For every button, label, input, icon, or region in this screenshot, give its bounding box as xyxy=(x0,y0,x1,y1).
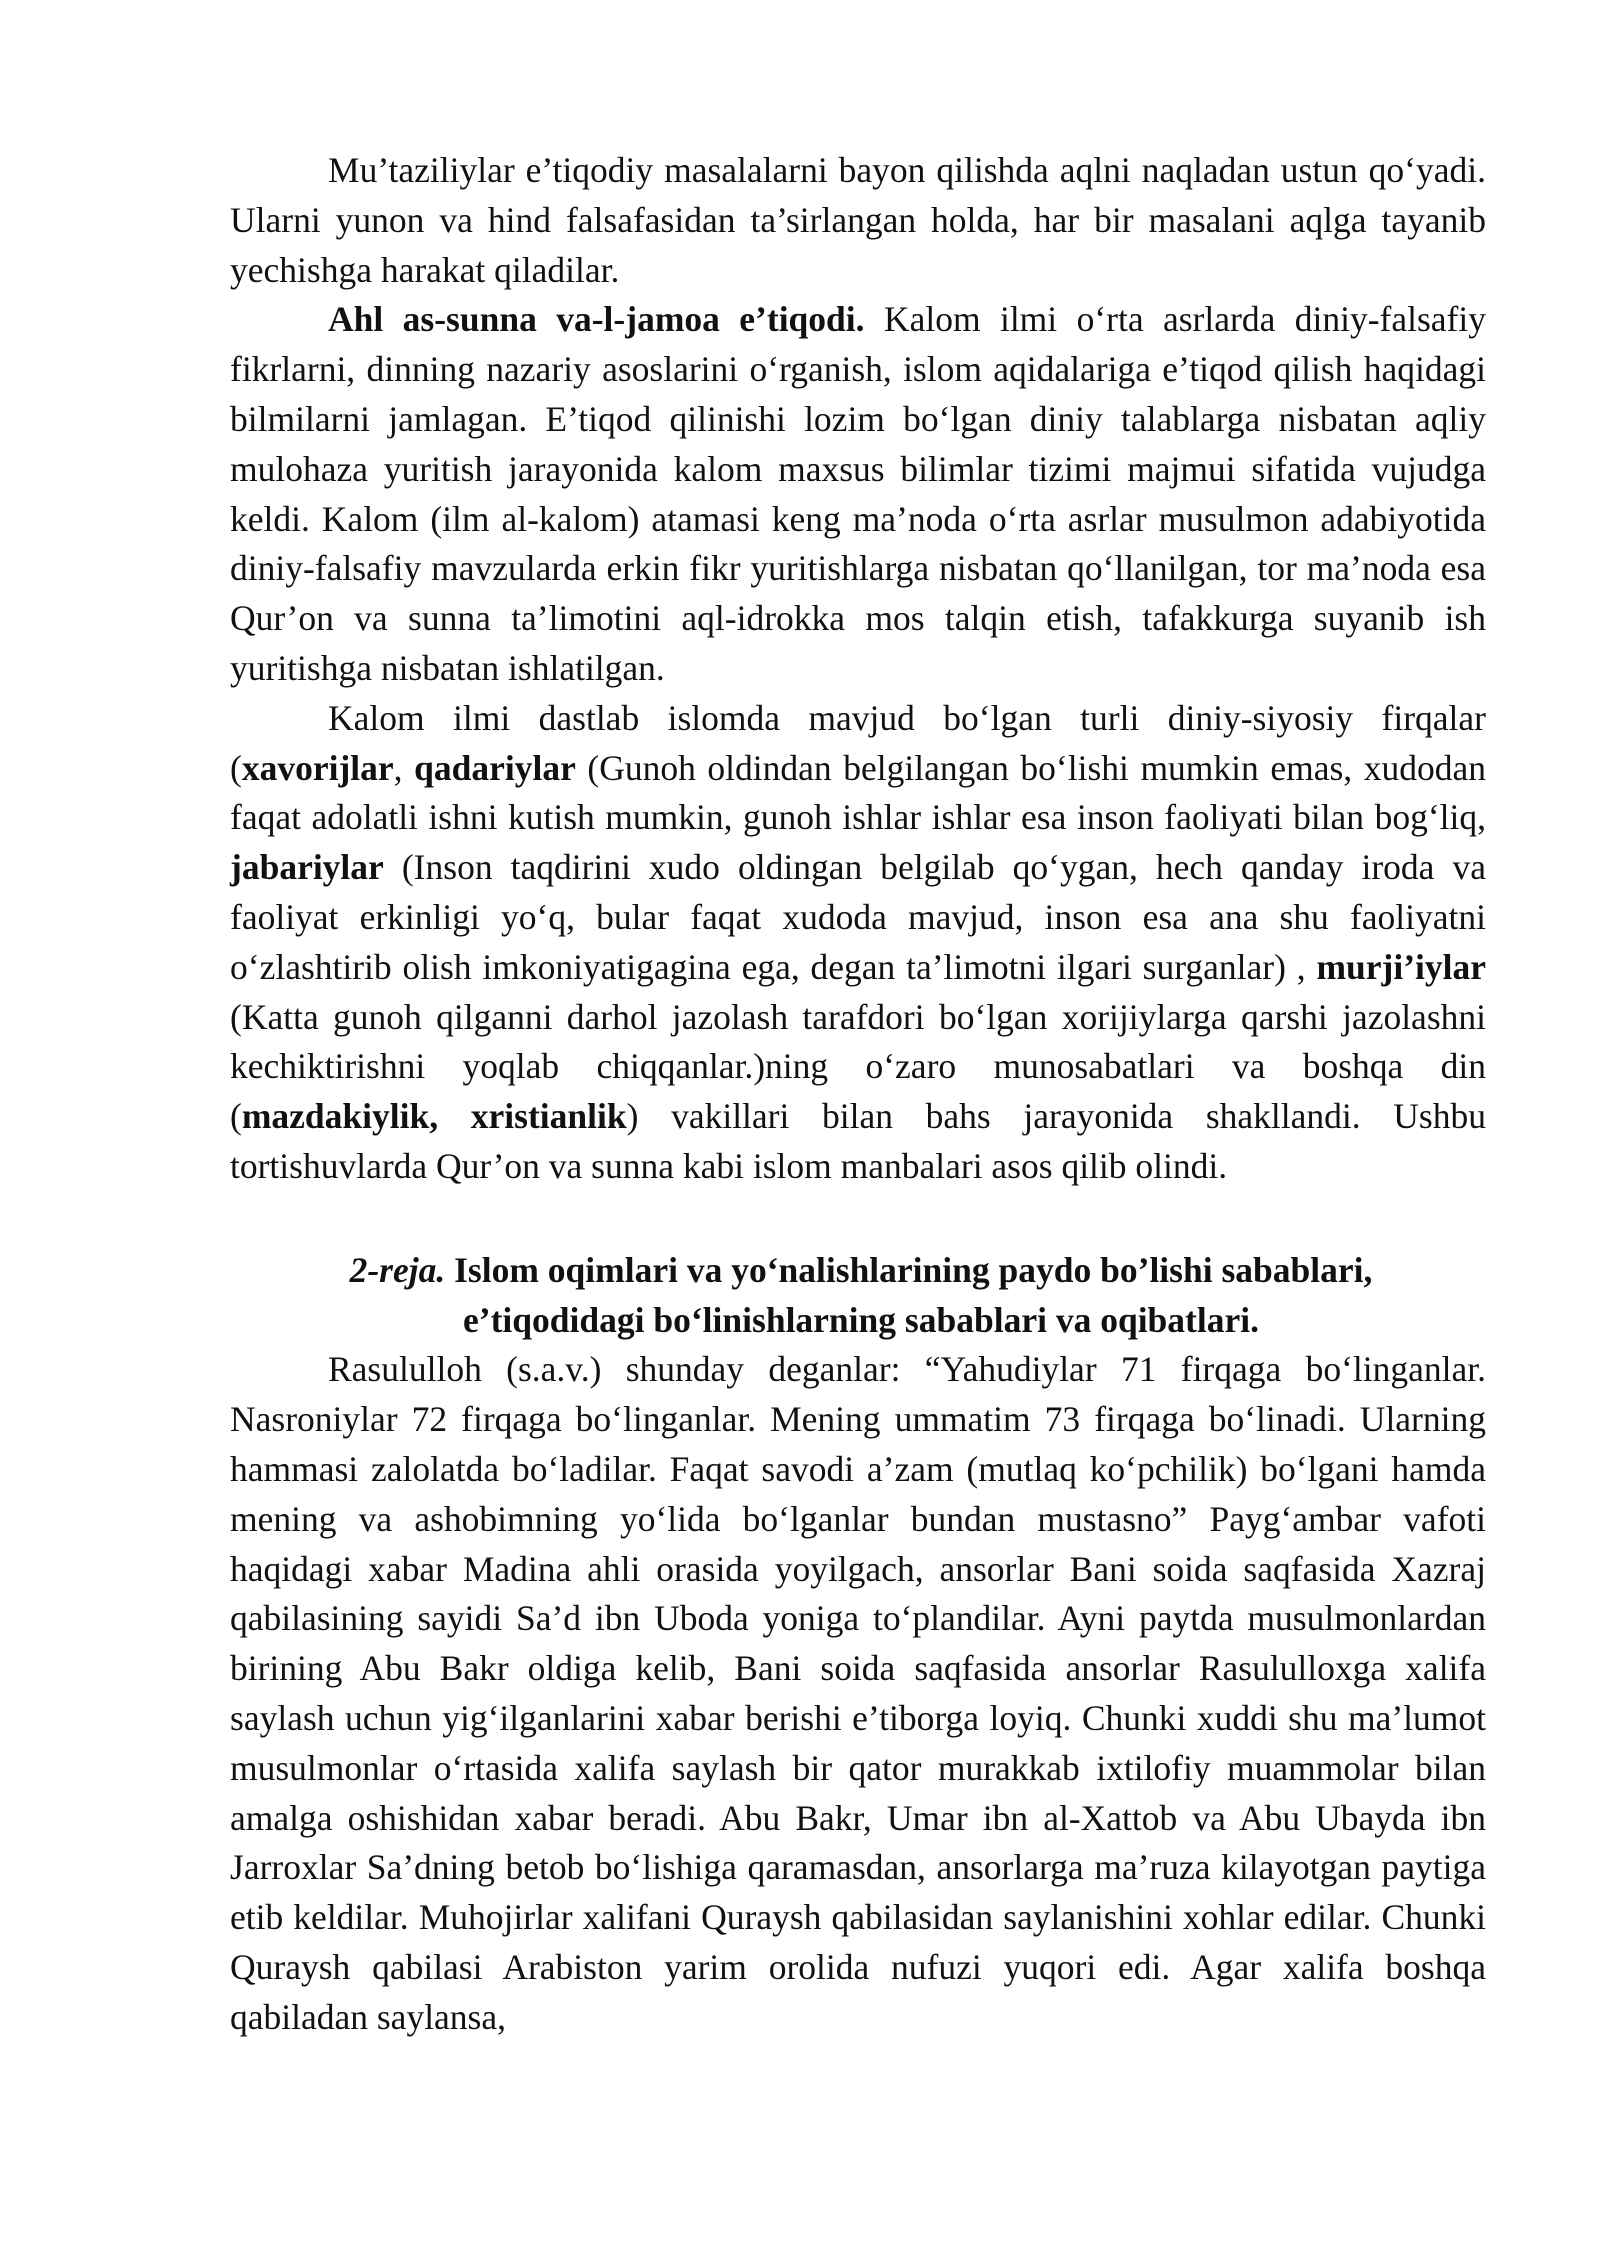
text-segment: (Katta gunoh qilganni darhol jazolash tarafdori bo‘lgan xorijiylarga qarshi jazolashni kechiktirishni yoqlab chiqqanlar.)ning o‘zaro munosabatlari va boshqa din ( xyxy=(230,996,1486,1137)
bold-term-jabariylar: jabariylar xyxy=(230,847,384,888)
heading-line-1 xyxy=(236,1246,1486,1296)
heading-line-2: e’tiqodidagi bo‘linishlarning sabablari va oqibatlari. xyxy=(463,1299,1259,1340)
section-heading xyxy=(230,1246,1486,1346)
paragraph-rasululloh: Rasululloh (s.a.v.) shunday deganlar: “Yahudiylar 71 firqaga bo‘linganlar. Nasroniylar 72 firqaga bo‘linganlar. Mening ummatim 73 firqaga bo‘linadi. Ularning hammasi zalolatda bo‘ladilar. Faqat savodi a’zam (mutlaq ko‘pchilik) bo‘lgani hamda mening va ashobimning yo‘lida bo‘lganlar bundan mustasno” Payg‘ambar vafoti haqidagi xabar Madina ahli orasida yoyilgach, ansorlar Bani soida saqfasida Xazraj qabilasining sayidi Sa’d ibn Uboda yoniga to‘plandilar. Ayni paytda musulmonlardan birining Abu Bakr oldiga kelib, Bani soida saqfasida ansorlar Rasululloxga xalifa saylash uchun yig‘ilganlarini xabar berishi e’tiborga loyiq. Chunki xuddi shu ma’lumot musulmonlar o‘rtasida xalifa saylash bir qator murakkab ixtilofiy muammolar bilan amalga oshishidan xabar beradi. Abu Bakr, Umar ibn al-Xattob va Abu Ubayda ibn Jarroxlar Sa’dning betob bo‘lishiga qaramasdan, ansorlarga ma’ruza kilayotgan paytiga etib keldilar. Muhojirlar xalifani Quraysh qabilasidan saylanishini xohlar edilar. Chunki Quraysh qabilasi Arabiston yarim orolida nufuzi yuqori edi. Agar xalifa boshqa qabiladan saylansa, xyxy=(230,1349,1486,2037)
text-segment: , xyxy=(393,747,415,788)
text-segment: (Gunoh oldindan belgilangan bo‘lishi mumkin emas, xudodan faqat adolatli ishni kutish mumkin, gunoh ishlar ishlar esa inson faoliyati bilan bog‘liq, xyxy=(230,747,1486,838)
bold-term-xavorijlar: xavorijlar xyxy=(241,747,394,788)
paragraph-mutaziliylar: Mu’taziliylar e’tiqodiy masalalarni bayon qilishda aqlni naqladan ustun qo‘yadi. Ularni yunon va hind falsafasidan ta’sirlangan holda, har bir masalani aqlga tayanib yechishga harakat qiladilar. xyxy=(230,150,1486,290)
paragraph-text: Kalom ilmi o‘rta asrlarda diniy-falsafiy fikrlarni, dinning nazariy asoslarini o‘rganish, islom aqidalariga e’tiqod qilish haqidagi bilmilarni jamlagan. E’tiqod qilinishi lozim bo‘lgan diniy talablarga nisbatan aqliy mulohaza yuritish jarayonida kalom maxsus bilimlar tizimi majmui sifatida vujudga keldi. Kalom (ilm al-kalom) atamasi keng ma’noda o‘rta asrlar musulmon adabiyotida diniy-falsafiy mavzularda erkin fikr yuritishlarga nisbatan qo‘llanilgan, tor ma’noda esa Qur’on va sunna ta’limotini aql-idrokka mos talqin etish, tafakkurga suyanib ish yuritishga nisbatan ishlatilgan. xyxy=(230,299,1486,688)
text-segment: Kalom ilmi dastlab islomda mavjud bo‘lgan turli diniy-siyosiy firqalar ( xyxy=(230,697,1486,788)
bold-term-qadariylar: qadariylar xyxy=(414,747,576,788)
document-page xyxy=(230,146,1486,2042)
paragraph-kalom-ilmi xyxy=(230,694,1486,1192)
paragraph-ahl-as-sunna xyxy=(230,295,1486,693)
text-segment: (Inson taqdirini xudo oldingan belgilab qo‘ygan, hech qanday iroda va faoliyat erkinligi yo‘q, bular faqat xudoda mavjud, inson esa ana shu faoliyatni o‘zlashtirib olish imkoniyatigagina ega, degan ta’limotni ilgari surganlar) , xyxy=(230,847,1486,987)
heading-label: 2-reja. xyxy=(349,1249,446,1290)
heading-text-1: Islom oqimlari va yo‘nalishlarining paydo bo’lishi sabablari, xyxy=(445,1249,1373,1290)
text-segment: ) vakillari bilan bahs jarayonida shakllandi. Ushbu tortishuvlarda Qur’on va sunna kabi islom manbalari asos qilib olindi. xyxy=(230,1096,1486,1186)
bold-term-murjiiylar: murji’iylar xyxy=(1316,946,1486,987)
bold-term-ahl-as-sunna: Ahl as-sunna va-l-jamoa e’tiqodi. xyxy=(328,299,865,340)
bold-term-mazdakiylik: mazdakiylik, xristianlik xyxy=(241,1096,627,1137)
